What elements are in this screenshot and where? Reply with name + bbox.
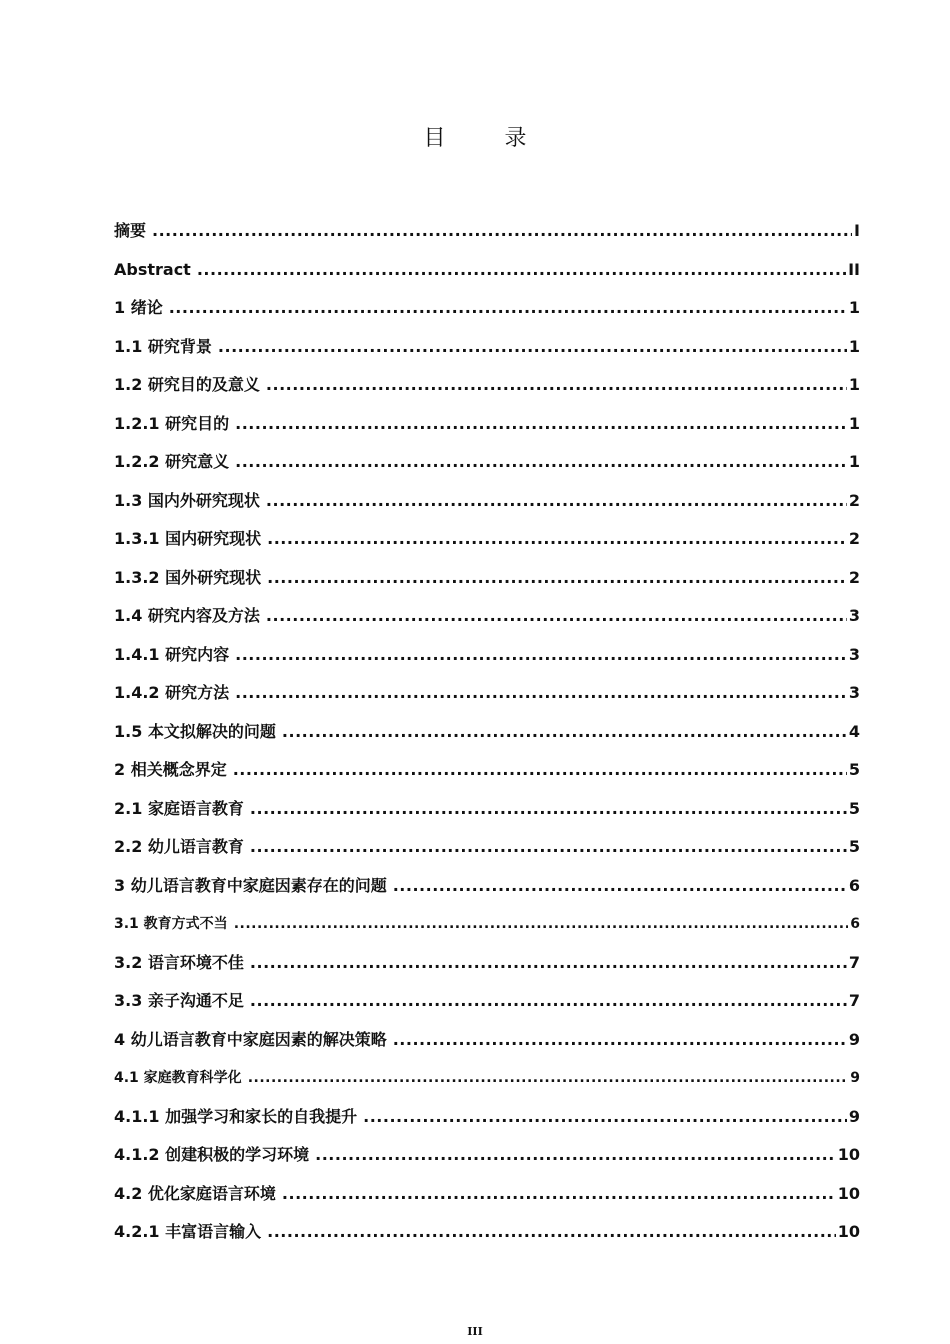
dot-leader	[250, 944, 847, 983]
toc-entry[interactable]	[114, 1098, 860, 1137]
toc-entry-text: 4.1 家庭教育科学化	[114, 1070, 242, 1086]
dot-leader	[266, 597, 847, 636]
toc-entry-page: 6	[850, 916, 860, 932]
toc-entry[interactable]	[114, 790, 860, 829]
toc-entry-text: 1.3.2 国外研究现状	[114, 567, 262, 587]
toc-entry-text: 4.1.2 创建积极的学习环境	[114, 1145, 310, 1164]
toc-entry-text: 1.2.1 研究目的	[114, 413, 230, 433]
toc-entry-text: 3.1 教育方式不当	[114, 916, 228, 932]
toc-entry-page: 2	[848, 567, 860, 587]
toc-entry-page: I	[854, 221, 860, 240]
toc-entry[interactable]	[114, 559, 860, 598]
toc-entry-page: 3	[848, 683, 860, 702]
toc-entry-text: 1.4.2 研究方法	[114, 683, 230, 702]
toc-entry[interactable]	[114, 520, 860, 559]
toc-entry-page: II	[848, 259, 860, 279]
toc-entry-text: 4.1.1 加强学习和家长的自我提升	[114, 1106, 358, 1126]
dot-leader	[393, 1021, 847, 1060]
toc-entry-text: 3.3 亲子沟通不足	[114, 991, 244, 1010]
dot-leader	[267, 520, 847, 559]
page-number: III	[467, 1325, 483, 1338]
dot-leader	[152, 212, 852, 251]
toc-entry[interactable]	[114, 713, 860, 752]
toc-entry[interactable]	[114, 366, 860, 405]
toc-entry-page: 10	[837, 1183, 860, 1203]
dot-leader	[234, 905, 849, 944]
toc-entry[interactable]	[114, 828, 860, 867]
toc-entry-page: 7	[848, 991, 860, 1010]
toc-entry[interactable]	[114, 867, 860, 906]
toc-entry-page: 10	[837, 1145, 860, 1164]
toc-entry-page: 3	[848, 644, 860, 664]
toc-entry[interactable]	[114, 751, 860, 790]
toc-entry-text: 4.2.1 丰富语言输入	[114, 1222, 262, 1241]
toc-entry-text: 1 绪论	[114, 298, 163, 317]
toc-entry[interactable]	[114, 405, 860, 444]
toc-entry[interactable]	[114, 597, 860, 636]
toc-entry-text: 1.4 研究内容及方法	[114, 606, 260, 625]
toc-entry-page: 1	[848, 298, 860, 317]
toc-entry-text: 1.3.1 国内研究现状	[114, 529, 262, 548]
toc-entry-text: 4.2 优化家庭语言环境	[114, 1183, 276, 1203]
toc-entry-page: 10	[837, 1222, 860, 1241]
toc-entry[interactable]	[114, 674, 860, 713]
toc-list	[114, 212, 860, 1252]
toc-entry[interactable]	[114, 982, 860, 1021]
dot-leader	[248, 1059, 849, 1098]
dot-leader	[235, 405, 847, 444]
dot-leader	[235, 674, 847, 713]
toc-entry-text: 1.5 本文拟解决的问题	[114, 721, 276, 741]
toc-entry[interactable]	[114, 905, 860, 944]
toc-entry[interactable]	[114, 636, 860, 675]
dot-leader	[250, 790, 847, 829]
toc-entry-page: 1	[848, 452, 860, 471]
toc-entry-page: 7	[848, 952, 860, 972]
toc-entry-page: 1	[848, 413, 860, 433]
dot-leader	[393, 867, 847, 906]
dot-leader	[250, 828, 847, 867]
toc-entry-page: 2	[848, 529, 860, 548]
dot-leader	[169, 289, 847, 328]
toc-entry-page: 5	[848, 798, 860, 818]
dot-leader	[233, 751, 847, 790]
dot-leader	[282, 713, 847, 752]
toc-entry[interactable]	[114, 328, 860, 367]
toc-entry-text: 1.2 研究目的及意义	[114, 375, 260, 394]
toc-entry[interactable]	[114, 289, 860, 328]
toc-entry-text: 1.4.1 研究内容	[114, 644, 230, 664]
toc-entry-text: 3 幼儿语言教育中家庭因素存在的问题	[114, 875, 387, 895]
dot-leader	[363, 1098, 847, 1137]
toc-entry-page: 9	[848, 1106, 860, 1126]
toc-entry-text: 2.2 幼儿语言教育	[114, 837, 244, 856]
dot-leader	[218, 328, 847, 367]
dot-leader	[266, 482, 847, 521]
toc-entry[interactable]	[114, 1021, 860, 1060]
toc-entry[interactable]	[114, 251, 860, 290]
toc-entry-text: 1.2.2 研究意义	[114, 452, 230, 471]
toc-entry-text: 2.1 家庭语言教育	[114, 798, 244, 818]
toc-entry[interactable]	[114, 212, 860, 251]
toc-entry[interactable]	[114, 1136, 860, 1175]
toc-entry[interactable]	[114, 1213, 860, 1252]
dot-leader	[235, 636, 847, 675]
toc-entry-text: 3.2 语言环境不佳	[114, 952, 244, 972]
toc-entry-text: 4 幼儿语言教育中家庭因素的解决策略	[114, 1029, 387, 1049]
dot-leader	[235, 443, 847, 482]
dot-leader	[266, 366, 847, 405]
toc-entry-page: 1	[848, 336, 860, 356]
toc-entry-page: 2	[848, 490, 860, 510]
toc-entry-page: 9	[850, 1070, 860, 1086]
toc-entry-text: 1.1 研究背景	[114, 336, 212, 356]
toc-title: 目 录	[423, 126, 553, 151]
toc-entry[interactable]	[114, 1175, 860, 1214]
toc-entry[interactable]	[114, 443, 860, 482]
toc-entry-text: 1.3 国内外研究现状	[114, 490, 260, 510]
dot-leader	[315, 1136, 836, 1175]
toc-entry-text: Abstract	[114, 259, 191, 279]
dot-leader	[267, 559, 847, 598]
toc-entry-page: 5	[848, 760, 860, 779]
toc-entry-page: 5	[848, 837, 860, 856]
toc-entry-text: 2 相关概念界定	[114, 760, 227, 779]
toc-entry[interactable]	[114, 482, 860, 521]
toc-entry-page: 3	[848, 606, 860, 625]
toc-entry-page: 1	[848, 375, 860, 394]
dot-leader	[197, 251, 846, 290]
toc-entry-text: 摘要	[114, 221, 147, 240]
toc-entry-page: 4	[848, 721, 860, 741]
toc-entry[interactable]	[114, 1059, 860, 1098]
toc-entry-page: 9	[848, 1029, 860, 1049]
dot-leader	[282, 1175, 836, 1214]
toc-entry-page: 6	[848, 875, 860, 895]
toc-entry[interactable]	[114, 944, 860, 983]
dot-leader	[250, 982, 847, 1021]
dot-leader	[267, 1213, 836, 1252]
